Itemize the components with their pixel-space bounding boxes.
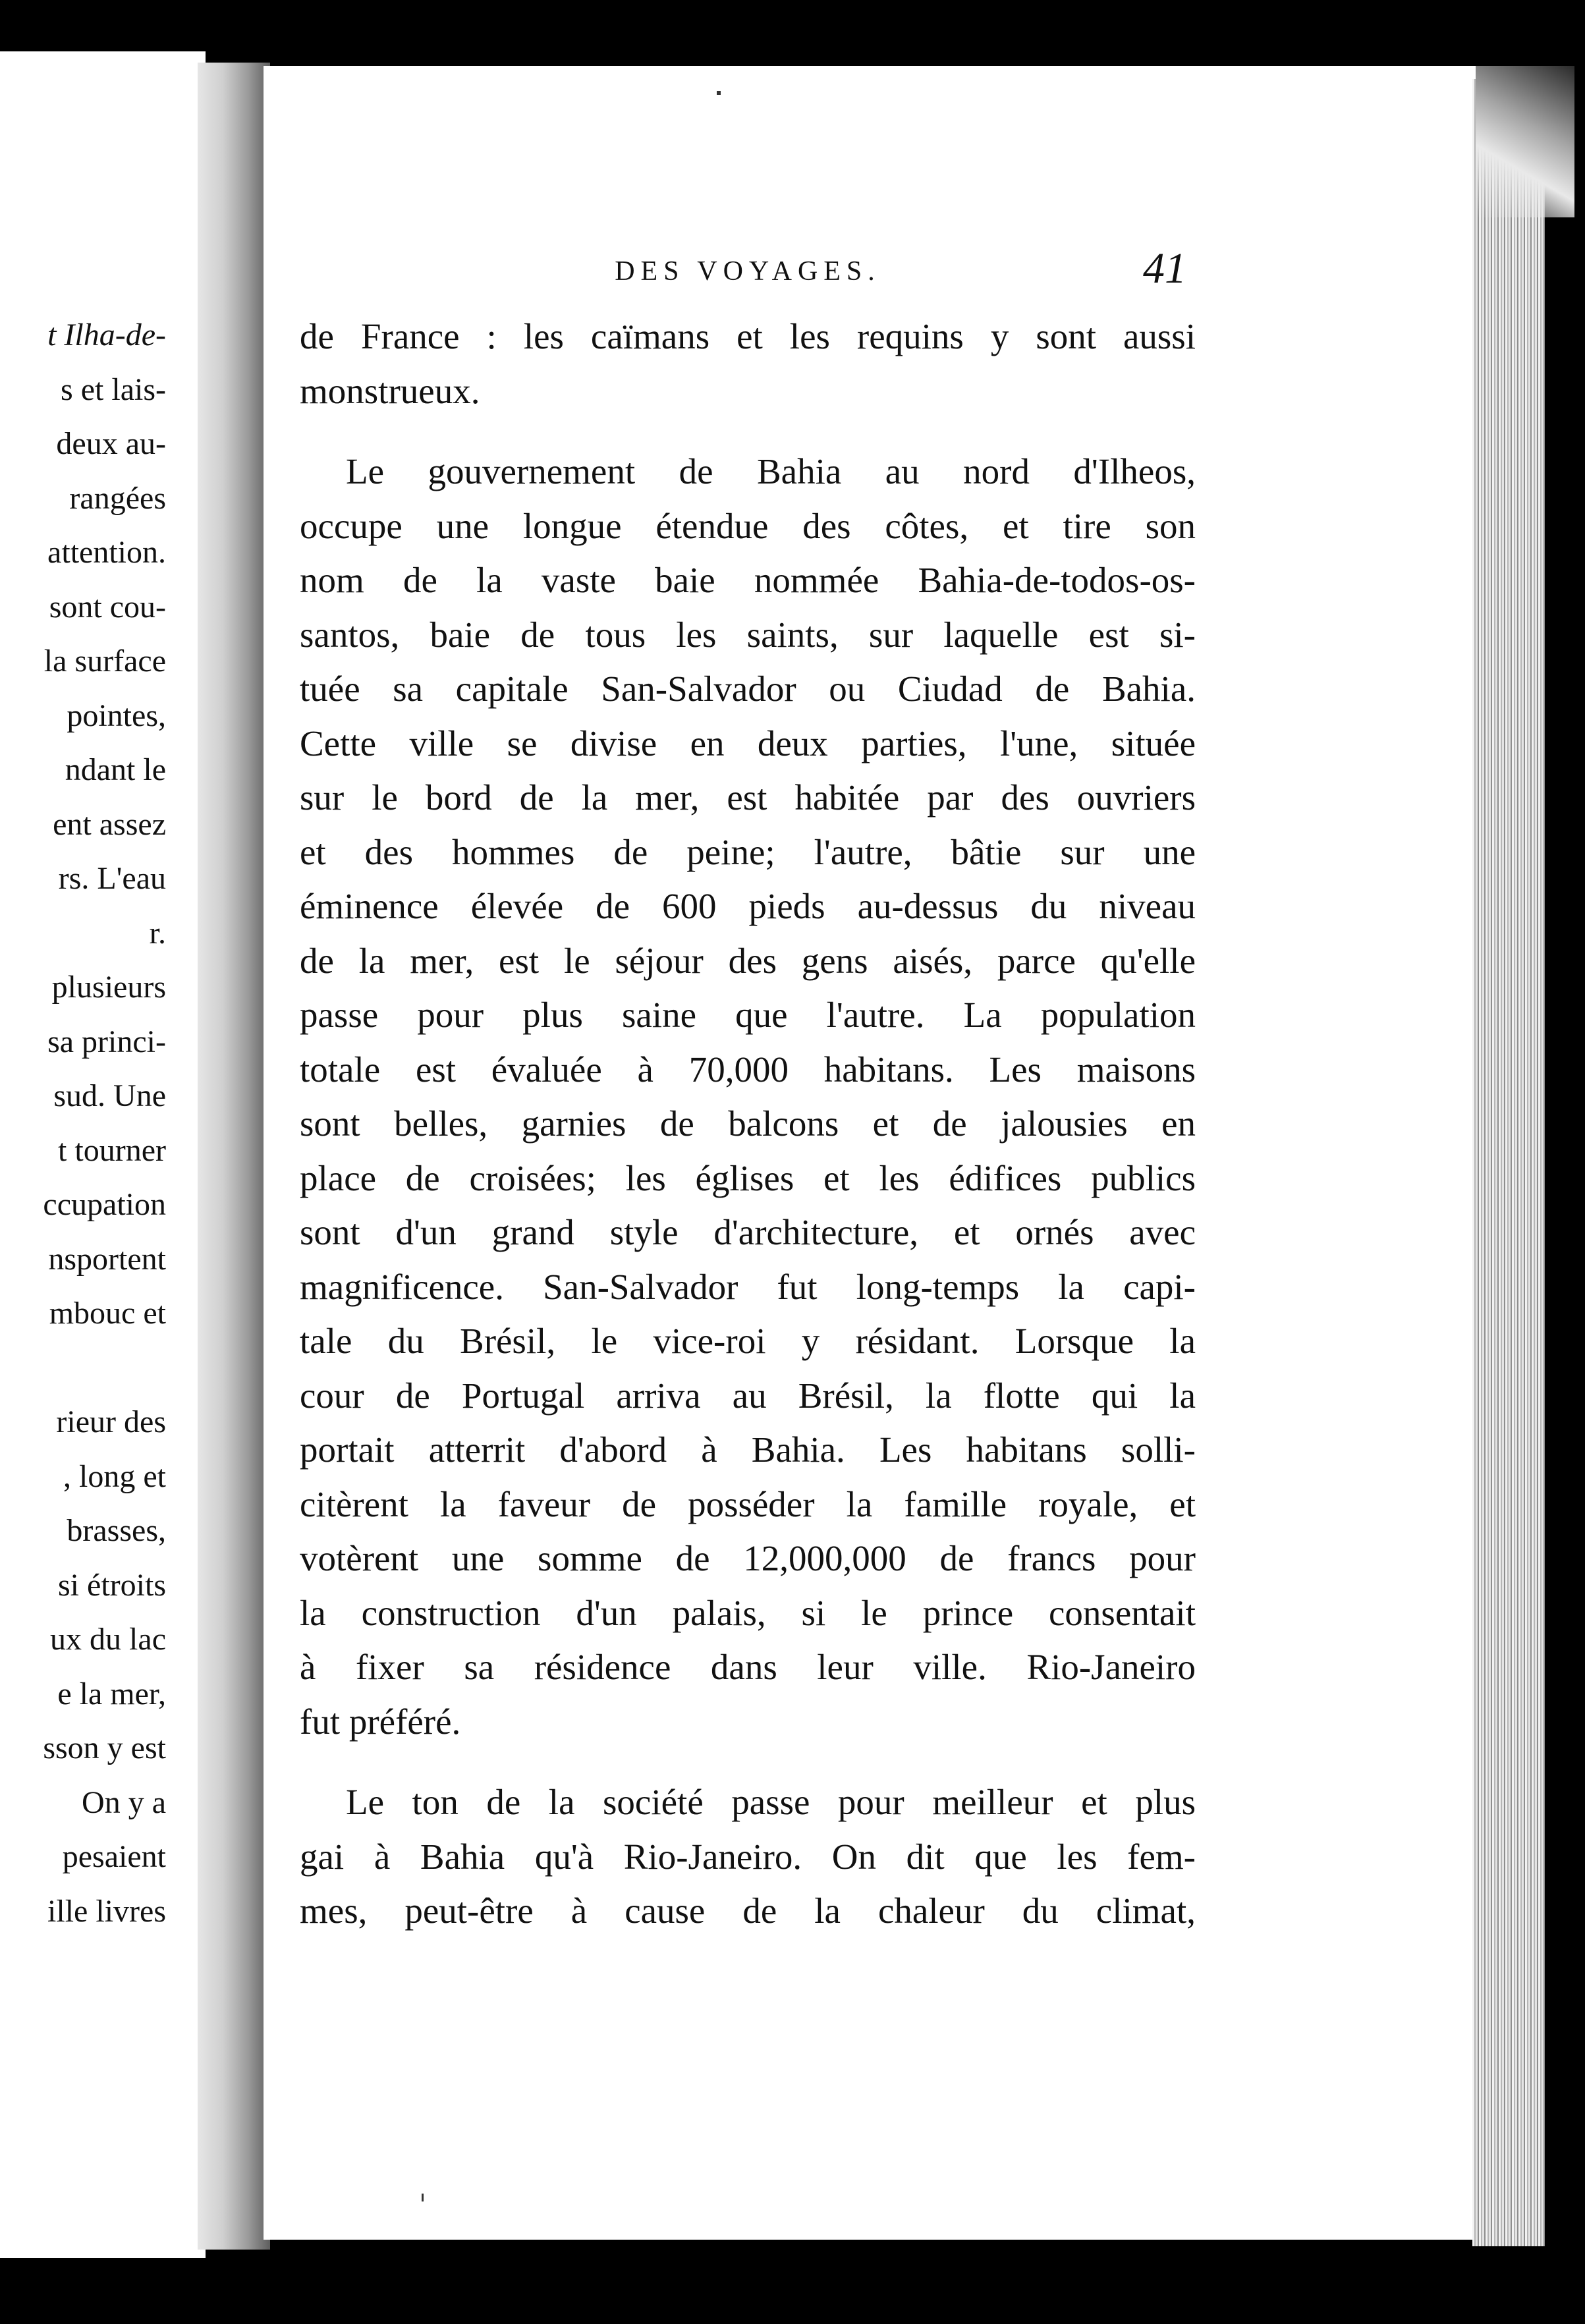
text-line: tuée sa capitale San-Salvador ou Ciudad de Bahia. [300, 669, 1196, 709]
left-line: sont cou- [49, 589, 166, 624]
left-line: nsportent [48, 1241, 166, 1277]
text-line: tale du Brésil, le vice-roi y résidant. Lorsque la [300, 1321, 1196, 1361]
text-line: sont belles, garnies de balcons et de jalousies en [300, 1103, 1196, 1144]
text-line: cour de Portugal arriva au Brésil, la flotte qui la [300, 1375, 1196, 1416]
left-line: ille livres [47, 1893, 166, 1929]
text-line: nom de la vaste baie nommée Bahia-de-todos-os- [300, 560, 1196, 600]
left-line: t Ilha-de- [47, 318, 166, 352]
text-line: gai à Bahia qu'à Rio-Janeiro. On dit que les fem- [300, 1836, 1196, 1877]
text-line: monstrueux. [300, 370, 480, 411]
text-line: santos, baie de tous les saints, sur laquelle est si- [300, 614, 1196, 655]
left-line: sud. Une [53, 1078, 166, 1113]
gutter-shadow [198, 63, 270, 2250]
text-line: éminence élevée de 600 pieds au-dessus du niveau [300, 886, 1196, 926]
text-line: la construction d'un palais, si le prince consentait [300, 1592, 1196, 1633]
page-number: 41 [1143, 244, 1186, 292]
left-line: rs. L'eau [58, 861, 166, 896]
left-line: attention. [47, 535, 166, 570]
left-line: e la mer, [57, 1676, 166, 1711]
left-line: ccupation [43, 1187, 166, 1222]
page-edges [1472, 79, 1545, 2246]
print-speck [717, 91, 721, 95]
text-line: sont d'un grand style d'architecture, et ornés avec [300, 1212, 1196, 1252]
left-line: deux au- [56, 426, 166, 461]
text-line: totale est évaluée à 70,000 habitans. Les maisons [300, 1049, 1196, 1090]
print-speck [422, 2194, 424, 2201]
text-line: fut préféré. [300, 1701, 461, 1742]
left-line: pointes, [67, 698, 166, 733]
text-line: citèrent la faveur de posséder la famille royale, et [300, 1483, 1196, 1524]
left-line: s et lais- [61, 372, 166, 407]
body-text [300, 310, 1196, 1939]
text-line: à fixer sa résidence dans leur ville. Rio-Janeiro [300, 1647, 1196, 1687]
left-line: sa princi- [47, 1024, 166, 1059]
left-line: rieur des [56, 1404, 166, 1439]
text-line: Cette ville se divise en deux parties, l'une, située [300, 723, 1196, 763]
text-line: occupe une longue étendue des côtes, et tire son [300, 505, 1196, 546]
left-line: brasses, [67, 1513, 166, 1548]
text-line: Le ton de la société passe pour meilleur et plus [346, 1782, 1196, 1822]
left-line: mbouc et [49, 1296, 166, 1331]
left-line: rangées [69, 480, 166, 516]
left-line: si étroits [58, 1567, 166, 1603]
text-line: portait atterrit d'abord à Bahia. Les habitans solli- [300, 1429, 1196, 1470]
left-page-fragment [0, 51, 206, 2258]
left-line: ent assez [53, 806, 166, 842]
left-line: , long et [63, 1458, 166, 1494]
left-line: sson y est [43, 1730, 166, 1765]
text-line: sur le bord de la mer, est habitée par des ouvriers [300, 777, 1196, 817]
text-line: de la mer, est le séjour des gens aisés, parce qu'elle [300, 940, 1196, 981]
page-corner-curl [1476, 66, 1574, 217]
left-line: pesaient [62, 1839, 166, 1874]
left-line: On y a [82, 1784, 166, 1820]
text-line: passe pour plus saine que l'autre. La population [300, 995, 1196, 1035]
left-line: ndant le [65, 752, 166, 787]
text-line: mes, peut-être à cause de la chaleur du climat, [300, 1891, 1196, 1931]
left-line: la surface [43, 644, 166, 678]
text-line: place de croisées; les églises et les édifices publics [300, 1157, 1196, 1198]
text-line: Le gouvernement de Bahia au nord d'Ilheos, [346, 451, 1196, 491]
left-line: r. [149, 915, 166, 951]
text-line: de France : les caïmans et les requins y sont aussi [300, 316, 1196, 356]
left-line [0, 1341, 166, 1396]
text-line: magnificence. San-Salvador fut long-temps la capi- [300, 1266, 1196, 1307]
text-line: et des hommes de peine; l'autre, bâtie sur une [300, 831, 1196, 872]
left-line: ux du lac [50, 1622, 166, 1657]
left-line: plusieurs [51, 970, 166, 1005]
left-page-text [0, 308, 166, 1939]
left-line: t tourner [58, 1132, 166, 1168]
text-line: votèrent une somme de 12,000,000 de francs pour [300, 1538, 1196, 1578]
running-head: DES VOYAGES. [615, 256, 881, 287]
